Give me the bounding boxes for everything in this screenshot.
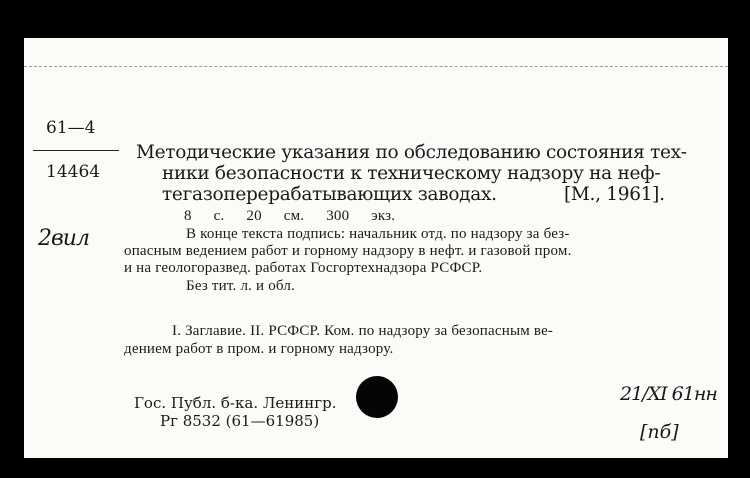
title-line-1: Методические указания по обследованию состояния тех- <box>136 142 687 163</box>
collation: 8 с. 20 см. 300 экз. <box>184 208 396 224</box>
handwritten-mark-right-1: 21/XI 61нн <box>620 383 717 405</box>
subject-line-1: I. Заглавие. II. РСФСР. Ком. по надзору за безопасным ве- <box>172 323 554 339</box>
classification-code: 61—4 <box>46 118 96 138</box>
handwritten-mark-right-2: [пб] <box>640 421 679 443</box>
note-line-1: В конце текста подпись: начальник отд. по надзору за без- <box>186 226 570 242</box>
catalog-card <box>24 38 728 458</box>
holder-line-2: Рг 8532 (61—61985) <box>160 412 320 430</box>
classification-divider <box>33 150 119 151</box>
note-line-4: Без тит. л. и обл. <box>186 278 295 294</box>
inventory-number: 14464 <box>46 162 101 182</box>
note-line-2: опасным ведением работ и горному надзору в нефт. и газовой пром. <box>124 243 572 259</box>
holder-line-1: Гос. Публ. б-ка. Ленингр. <box>134 394 337 412</box>
subject-line-2: дением работ в пром. и горному надзору. <box>124 341 394 357</box>
handwritten-mark-left: 2вил <box>38 226 89 251</box>
title-line-2: ники безопасности к техническому надзору на неф- <box>162 163 661 184</box>
title-line-3: тегазоперерабатывающих заводах. <box>162 184 497 205</box>
library-stamp <box>356 376 398 418</box>
note-line-3: и на геологоразвед. работах Госгортехнадзора РСФСР. <box>124 260 483 276</box>
imprint: [М., 1961]. <box>564 184 665 205</box>
